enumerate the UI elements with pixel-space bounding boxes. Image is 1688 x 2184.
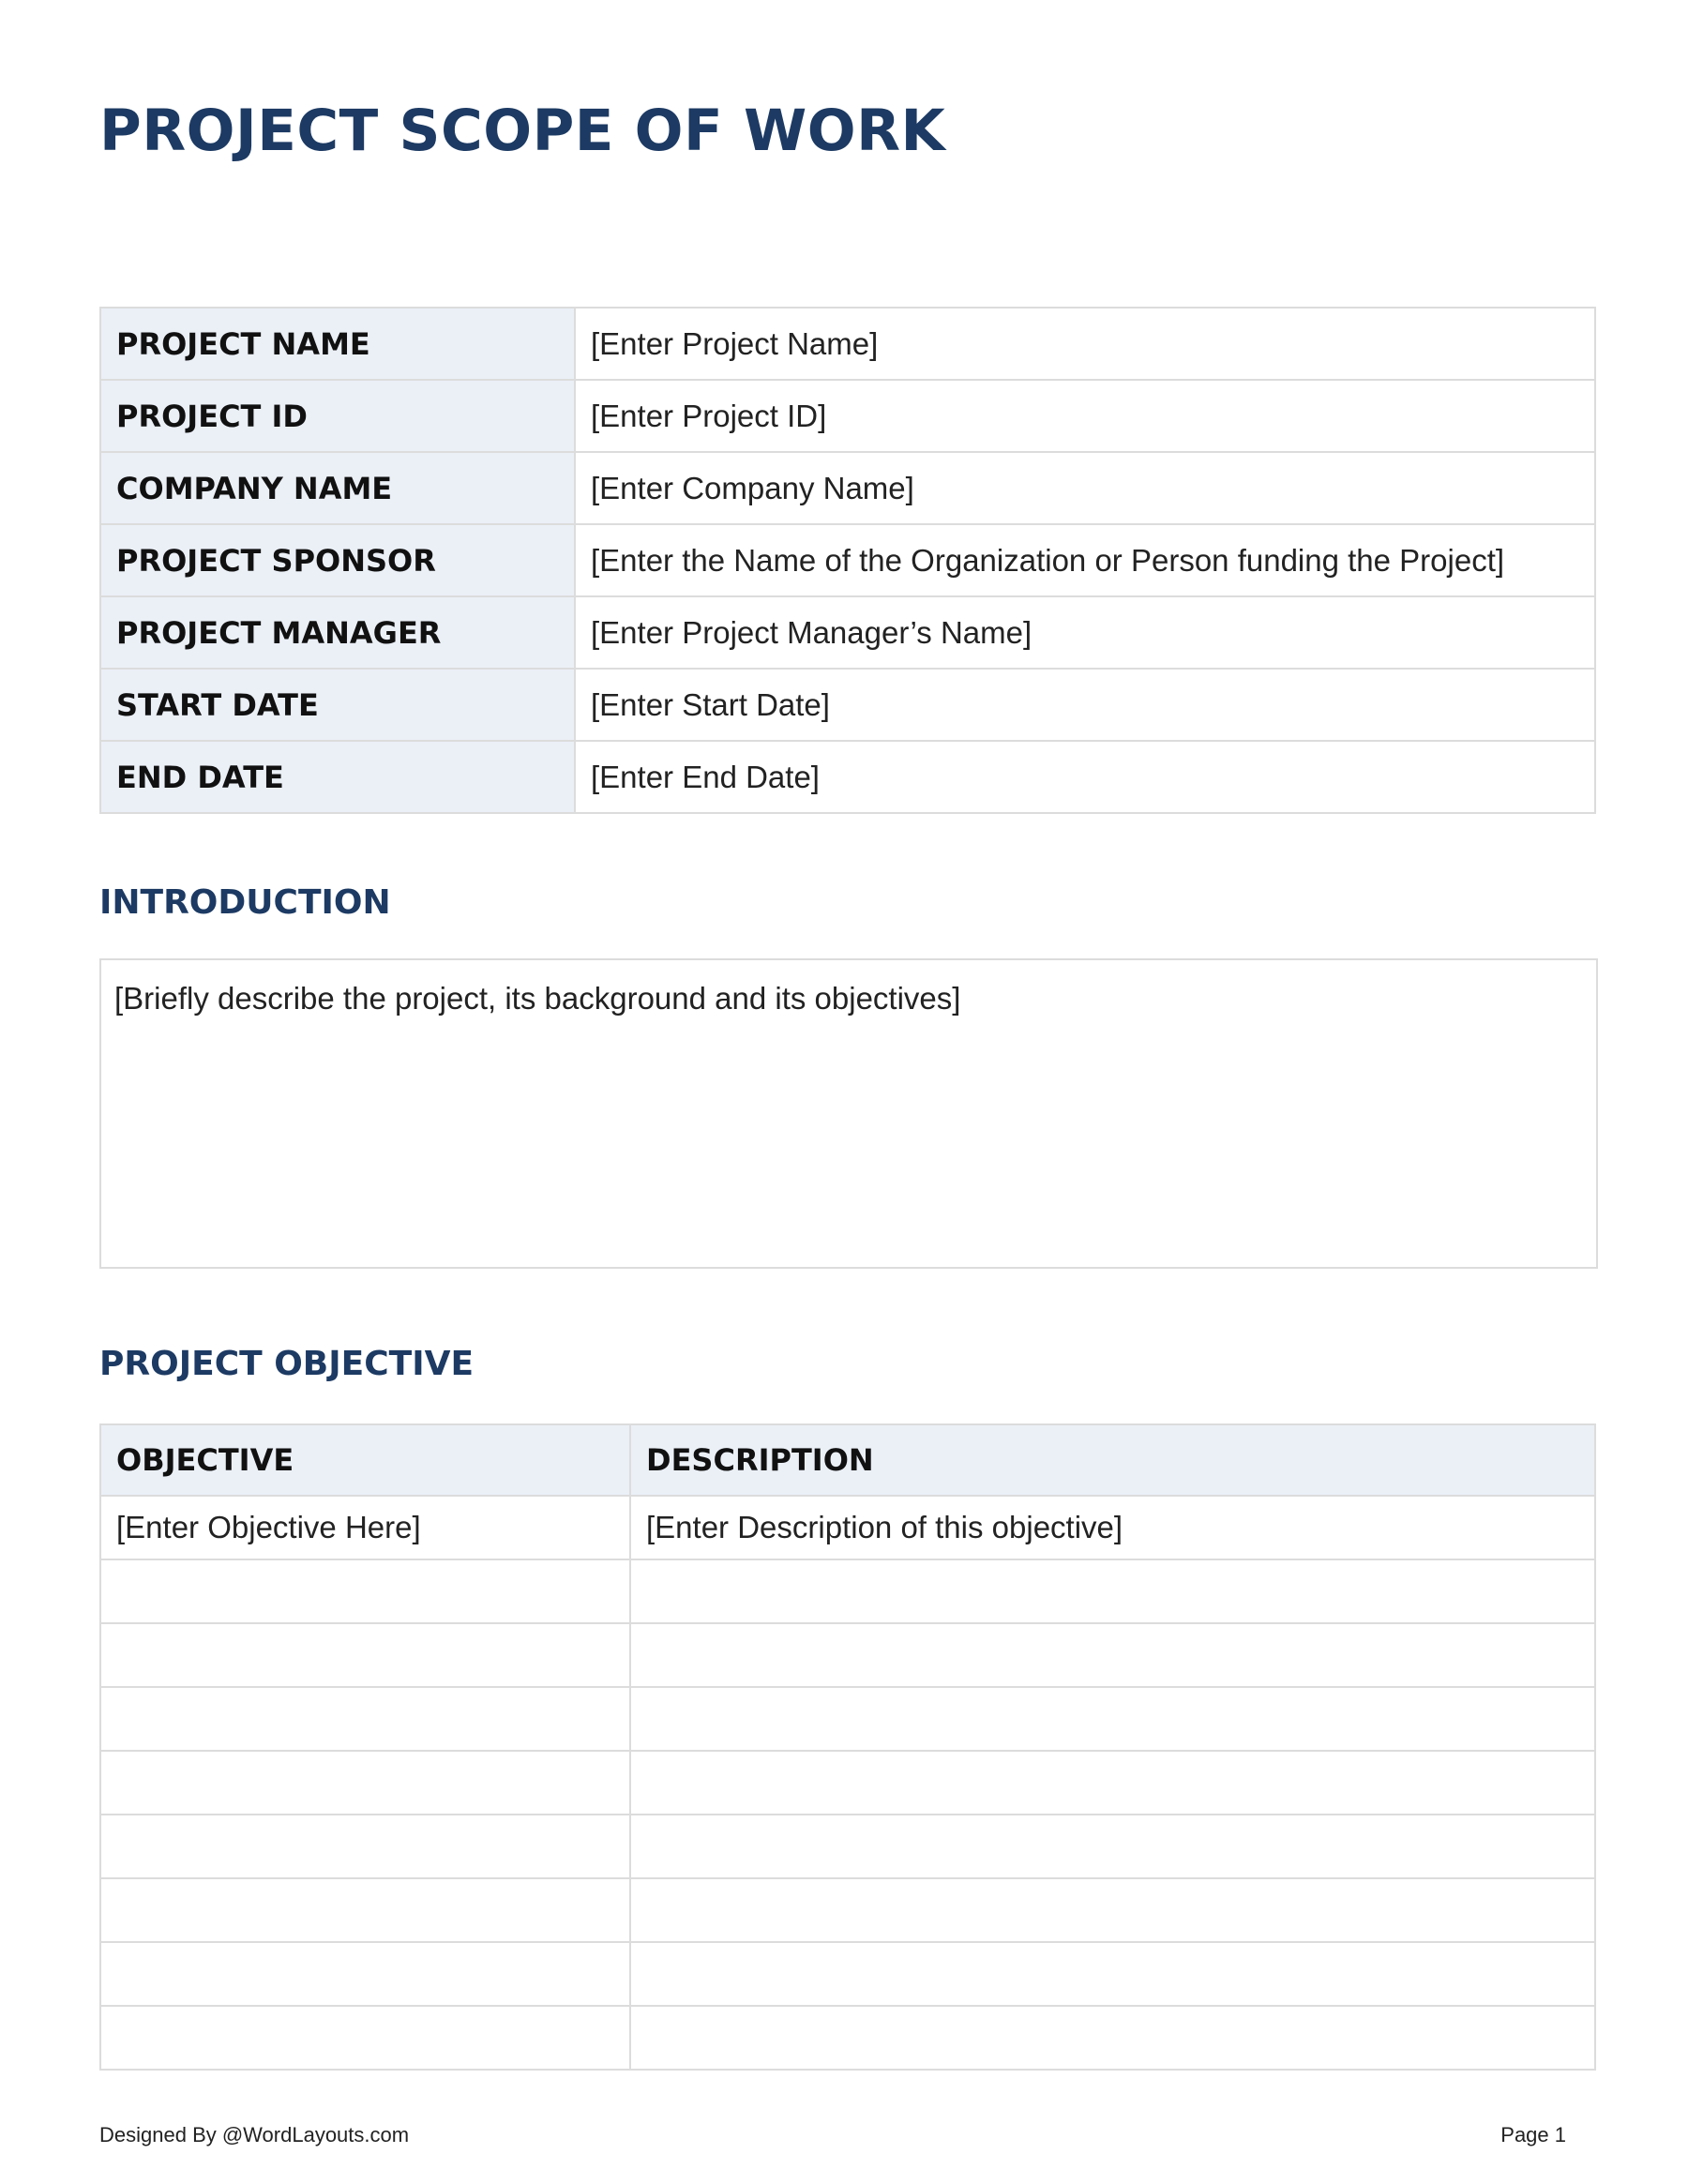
project-id-label: PROJECT ID	[100, 380, 575, 452]
table-row	[100, 524, 1595, 596]
table-row	[100, 1878, 1595, 1942]
objective-cell[interactable]	[100, 1942, 630, 2006]
objective-cell[interactable]	[100, 1815, 630, 1878]
document-title: PROJECT SCOPE OF WORK	[99, 98, 946, 164]
description-column-header: DESCRIPTION	[630, 1424, 1595, 1496]
project-name-field[interactable]: [Enter Project Name]	[575, 308, 1595, 380]
objective-cell[interactable]	[100, 1623, 630, 1687]
table-row	[100, 1496, 1595, 1559]
project-sponsor-label: PROJECT SPONSOR	[100, 524, 575, 596]
table-header-row	[100, 1424, 1595, 1496]
project-manager-label: PROJECT MANAGER	[100, 596, 575, 669]
project-objective-heading: PROJECT OBJECTIVE	[99, 1345, 475, 1383]
objective-cell[interactable]	[100, 1751, 630, 1815]
project-id-field[interactable]: [Enter Project ID]	[575, 380, 1595, 452]
end-date-field[interactable]: [Enter End Date]	[575, 741, 1595, 813]
project-sponsor-field[interactable]: [Enter the Name of the Organization or Person funding the Project]	[575, 524, 1595, 596]
description-cell[interactable]	[630, 1751, 1595, 1815]
table-row	[100, 452, 1595, 524]
table-row	[100, 1751, 1595, 1815]
objective-cell[interactable]: [Enter Objective Here]	[100, 1496, 630, 1559]
description-cell[interactable]	[630, 1815, 1595, 1878]
objective-cell[interactable]	[100, 1687, 630, 1751]
table-row	[100, 741, 1595, 813]
table-row	[100, 308, 1595, 380]
description-cell[interactable]: [Enter Description of this objective]	[630, 1496, 1595, 1559]
table-row	[100, 1815, 1595, 1878]
objective-cell[interactable]	[100, 1878, 630, 1942]
footer-credit: Designed By @WordLayouts.com	[99, 2123, 410, 2146]
objectives-table	[99, 1423, 1596, 2071]
table-row	[100, 1559, 1595, 1623]
description-cell[interactable]	[630, 1878, 1595, 1942]
description-cell[interactable]	[630, 1559, 1595, 1623]
project-manager-field[interactable]: [Enter Project Manager’s Name]	[575, 596, 1595, 669]
table-row	[100, 596, 1595, 669]
table-row	[100, 380, 1595, 452]
company-name-field[interactable]: [Enter Company Name]	[575, 452, 1595, 524]
description-cell[interactable]	[630, 2006, 1595, 2070]
objective-cell[interactable]	[100, 1559, 630, 1623]
start-date-field[interactable]: [Enter Start Date]	[575, 669, 1595, 741]
introduction-heading: INTRODUCTION	[99, 883, 391, 922]
table-row	[100, 1687, 1595, 1751]
project-info-table	[99, 307, 1596, 814]
end-date-label: END DATE	[100, 741, 575, 813]
page-number: Page 1	[1500, 2123, 1566, 2146]
introduction-placeholder: [Briefly describe the project, its background and its objectives]	[114, 981, 961, 1016]
company-name-label: COMPANY NAME	[100, 452, 575, 524]
introduction-textbox[interactable]	[99, 958, 1598, 1269]
table-row	[100, 669, 1595, 741]
objective-column-header: OBJECTIVE	[100, 1424, 630, 1496]
start-date-label: START DATE	[100, 669, 575, 741]
table-row	[100, 1942, 1595, 2006]
description-cell[interactable]	[630, 1942, 1595, 2006]
table-row	[100, 1623, 1595, 1687]
description-cell[interactable]	[630, 1623, 1595, 1687]
description-cell[interactable]	[630, 1687, 1595, 1751]
objective-cell[interactable]	[100, 2006, 630, 2070]
project-name-label: PROJECT NAME	[100, 308, 575, 380]
table-row	[100, 2006, 1595, 2070]
